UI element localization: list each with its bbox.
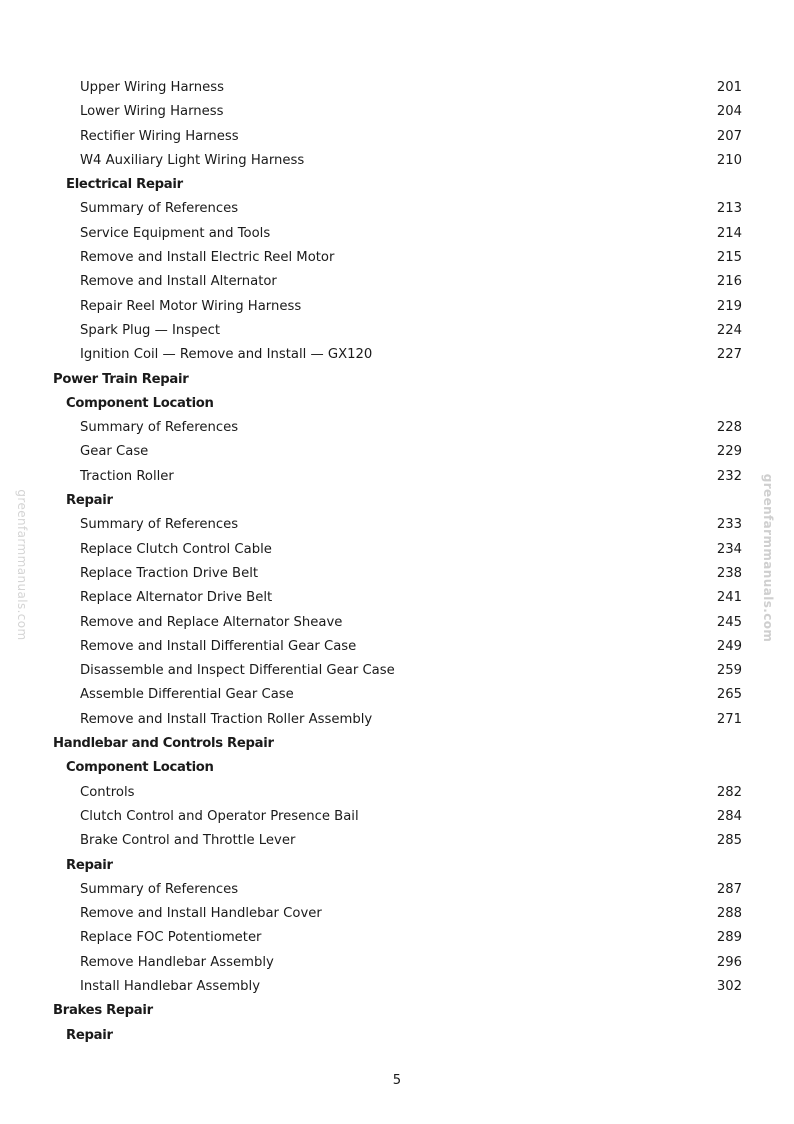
toc-section-heading[interactable] — [0, 732, 794, 756]
toc-entry-title: Controls — [80, 784, 135, 800]
toc-entry-title: Component Location — [66, 395, 214, 411]
toc-entry[interactable] — [0, 611, 794, 635]
toc-entry-page: 228 — [716, 420, 742, 436]
toc-entry-page: 207 — [716, 128, 742, 144]
toc-entry[interactable] — [0, 951, 794, 975]
toc-entry-title: Rectifier Wiring Harness — [80, 128, 239, 144]
toc-entry-page: 229 — [716, 444, 742, 460]
toc-entry-page: 238 — [716, 565, 742, 581]
toc-entry[interactable] — [0, 149, 794, 173]
toc-entry-page: 265 — [716, 687, 742, 703]
toc-entry[interactable] — [0, 270, 794, 294]
toc-entry[interactable] — [0, 440, 794, 464]
toc-entry-title: Replace Alternator Drive Belt — [80, 590, 273, 606]
toc-entry[interactable] — [0, 513, 794, 537]
toc-entry-page: 210 — [716, 152, 742, 168]
watermark-left: greenfarmmanuals.com — [15, 489, 29, 641]
toc-section-heading[interactable] — [0, 999, 794, 1023]
toc-entry-page: 219 — [716, 298, 742, 314]
toc-entry-page: 201 — [716, 80, 742, 95]
toc-entry-title: Replace FOC Potentiometer — [80, 930, 262, 946]
toc-entry-page: 302 — [716, 978, 742, 994]
toc-entry-title: Summary of References — [80, 201, 239, 217]
toc-entry-title: Summary of References — [80, 517, 239, 533]
toc-section-heading[interactable] — [0, 854, 794, 878]
toc-entry-title: Clutch Control and Operator Presence Bail — [80, 808, 359, 824]
toc-entry-title: Ignition Coil — Remove and Install — GX120 — [80, 347, 373, 363]
toc-entry[interactable] — [0, 295, 794, 319]
toc-entry[interactable] — [0, 343, 794, 367]
toc-entry-title: Assemble Differential Gear Case — [80, 687, 294, 703]
toc-entry[interactable] — [0, 902, 794, 926]
toc-section-heading[interactable] — [0, 1024, 794, 1048]
toc-entry-title: Gear Case — [80, 444, 149, 460]
toc-entry[interactable] — [0, 416, 794, 440]
toc-entry-title: Brakes Repair — [53, 1003, 153, 1019]
page-number: 5 — [392, 1073, 402, 1088]
toc-entry[interactable] — [0, 829, 794, 853]
toc-entry[interactable] — [0, 635, 794, 659]
toc-section-heading[interactable] — [0, 489, 794, 513]
toc-entry-page: 259 — [716, 663, 742, 679]
toc-entry-page: 284 — [716, 808, 742, 824]
toc-entry-page: 204 — [716, 104, 742, 120]
toc-entry-title: W4 Auxiliary Light Wiring Harness — [80, 152, 305, 168]
toc-entry-title: Remove and Install Alternator — [80, 274, 277, 290]
watermark-right: greenfarmmanuals.com — [761, 473, 775, 643]
toc-entry-title: Lower Wiring Harness — [80, 104, 224, 120]
toc-entry-title: Service Equipment and Tools — [80, 225, 271, 241]
toc-entry-page: 215 — [716, 250, 742, 266]
toc-entry-page: 287 — [716, 881, 742, 897]
toc-section-heading[interactable] — [0, 368, 794, 392]
toc-entry-page: 213 — [716, 201, 742, 217]
toc-entry-page: 234 — [716, 541, 742, 557]
toc-entry-title: Remove and Install Traction Roller Assembly — [80, 711, 373, 727]
toc-entry-title: Repair — [66, 857, 113, 873]
toc-entry-title: Repair — [66, 493, 113, 509]
toc-entry[interactable] — [0, 926, 794, 950]
toc-entry-title: Upper Wiring Harness — [80, 80, 224, 95]
toc-entry-title: Repair Reel Motor Wiring Harness — [80, 298, 302, 314]
toc-entry[interactable] — [0, 586, 794, 610]
toc-section-heading[interactable] — [0, 756, 794, 780]
toc-entry-page: 282 — [716, 784, 742, 800]
toc-entry[interactable] — [0, 246, 794, 270]
toc-entry[interactable] — [0, 100, 794, 124]
toc-entry-title: Replace Traction Drive Belt — [80, 565, 259, 581]
toc-entry-title: Remove Handlebar Assembly — [80, 954, 274, 970]
toc-entry-page: 241 — [716, 590, 742, 606]
toc-entry-title: Electrical Repair — [66, 177, 183, 193]
toc-entry-title: Remove and Replace Alternator Sheave — [80, 614, 343, 630]
toc-entry-page: 232 — [716, 468, 742, 484]
toc-entry-title: Disassemble and Inspect Differential Gear Case — [80, 663, 395, 679]
toc-entry-title: Power Train Repair — [53, 371, 189, 387]
toc-entry-title: Brake Control and Throttle Lever — [80, 833, 296, 849]
toc-entry[interactable] — [0, 76, 794, 100]
toc-entry-title: Repair — [66, 1027, 113, 1043]
toc-entry-page: 224 — [716, 322, 742, 338]
toc-entry-title: Summary of References — [80, 881, 239, 897]
toc-entry-title: Traction Roller — [80, 468, 174, 484]
table-of-contents — [0, 76, 794, 1048]
toc-entry-page: 249 — [716, 638, 742, 654]
toc-entry-page: 227 — [716, 347, 742, 363]
toc-entry-title: Remove and Install Electric Reel Motor — [80, 250, 335, 266]
toc-entry[interactable] — [0, 319, 794, 343]
toc-entry-page: 216 — [716, 274, 742, 290]
toc-entry-title: Spark Plug — Inspect — [80, 322, 221, 338]
toc-entry[interactable] — [0, 683, 794, 707]
toc-entry-page: 288 — [716, 906, 742, 922]
toc-entry[interactable] — [0, 562, 794, 586]
toc-entry-title: Handlebar and Controls Repair — [53, 736, 274, 752]
toc-entry-page: 245 — [716, 614, 742, 630]
toc-entry[interactable] — [0, 125, 794, 149]
toc-entry-title: Summary of References — [80, 420, 239, 436]
toc-entry[interactable] — [0, 708, 794, 732]
toc-entry-page: 289 — [716, 930, 742, 946]
toc-entry-page: 285 — [716, 833, 742, 849]
toc-entry-title: Install Handlebar Assembly — [80, 978, 261, 994]
toc-entry-page: 296 — [716, 954, 742, 970]
toc-entry-title: Remove and Install Handlebar Cover — [80, 906, 322, 922]
toc-entry[interactable] — [0, 781, 794, 805]
toc-section-heading[interactable] — [0, 392, 794, 416]
toc-entry-page: 271 — [716, 711, 742, 727]
toc-entry-title: Replace Clutch Control Cable — [80, 541, 272, 557]
toc-entry-page: 233 — [716, 517, 742, 533]
toc-entry[interactable] — [0, 222, 794, 246]
toc-entry-title: Remove and Install Differential Gear Case — [80, 638, 357, 654]
toc-entry[interactable] — [0, 659, 794, 683]
toc-entry-title: Component Location — [66, 760, 214, 776]
toc-entry[interactable] — [0, 805, 794, 829]
toc-entry[interactable] — [0, 975, 794, 999]
toc-entry[interactable] — [0, 538, 794, 562]
toc-entry[interactable] — [0, 197, 794, 221]
toc-entry[interactable] — [0, 465, 794, 489]
toc-entry[interactable] — [0, 878, 794, 902]
toc-section-heading[interactable] — [0, 173, 794, 197]
toc-entry-page: 214 — [716, 225, 742, 241]
